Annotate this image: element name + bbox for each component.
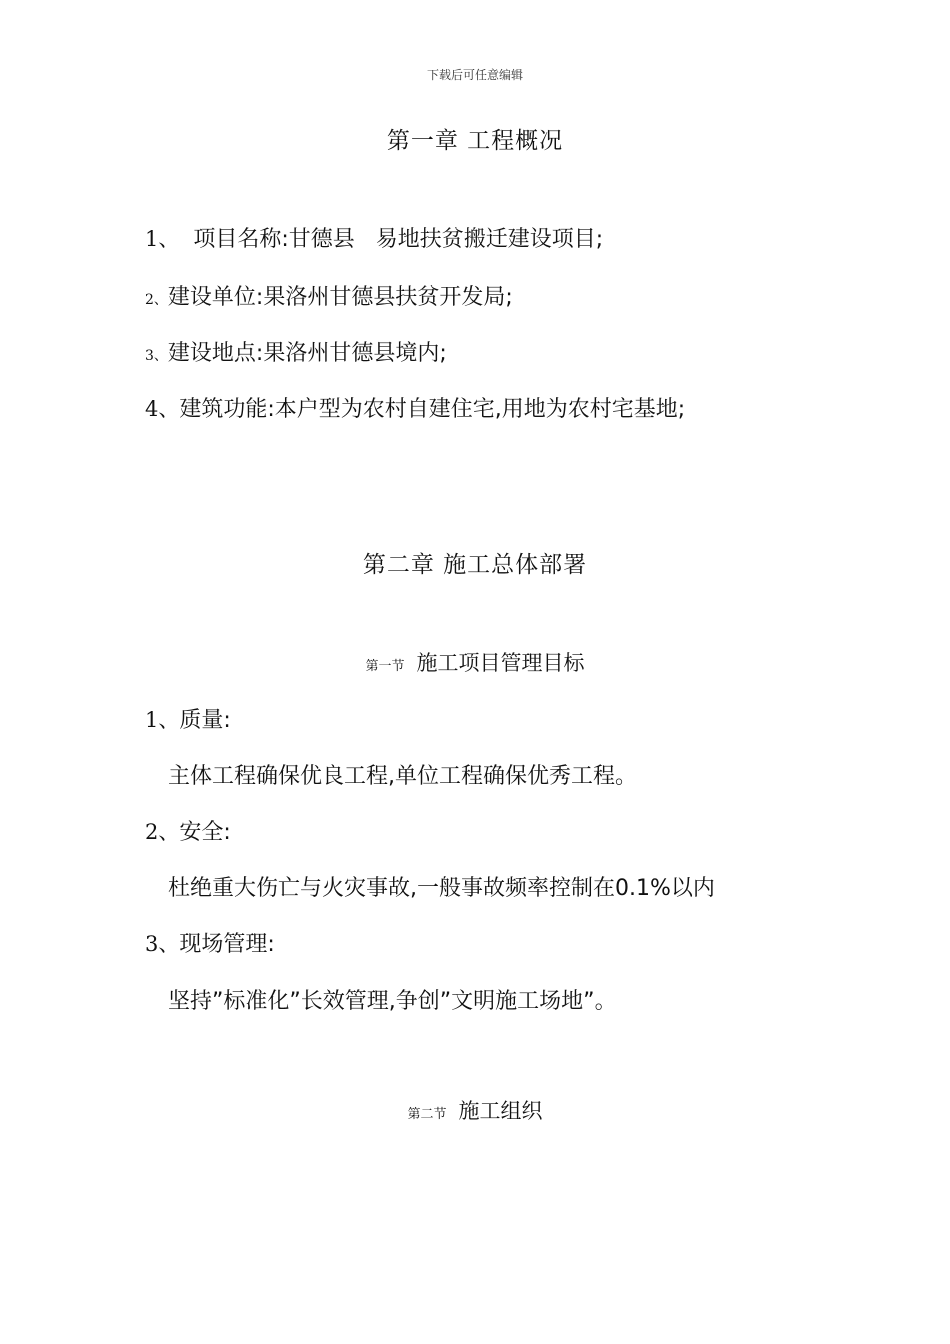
item-text: 项目名称:甘德县 易地扶贫搬迁建设项目; bbox=[179, 227, 604, 252]
safety-label-line bbox=[145, 815, 231, 846]
quality-label-line bbox=[145, 703, 231, 734]
chapter-title-2: 第二章 施工总体部署 bbox=[362, 552, 588, 578]
section-title-text: 施工组织 bbox=[458, 1099, 543, 1123]
item-label: 质量: bbox=[179, 708, 231, 733]
quality-detail-line: 主体工程确保优良工程,单位工程确保优秀工程。 bbox=[168, 764, 637, 789]
building-function-line bbox=[145, 392, 685, 423]
project-name-line bbox=[145, 222, 603, 253]
item-number: 3、 bbox=[145, 348, 168, 364]
section-title-text: 施工项目管理目标 bbox=[416, 651, 585, 675]
site-management-detail-line: 坚持”标准化”长效管理,争创”文明施工场地”。 bbox=[168, 989, 617, 1014]
section-title-1 bbox=[0, 647, 950, 677]
item-label: 现场管理: bbox=[179, 932, 275, 957]
section-title-2 bbox=[0, 1095, 950, 1125]
item-text: 建设单位:果洛州甘德县扶贫开发局; bbox=[167, 285, 513, 310]
item-text: 建筑功能:本户型为农村自建住宅,用地为农村宅基地; bbox=[179, 397, 686, 422]
item-number: 4、 bbox=[145, 397, 180, 421]
item-number: 1、 bbox=[145, 227, 180, 251]
item-text: 建设地点:果洛州甘德县境内; bbox=[167, 341, 447, 366]
construction-unit-line bbox=[145, 280, 513, 311]
safety-detail-line: 杜绝重大伤亡与火灾事故,一般事故频率控制在0.1%以内 bbox=[168, 876, 715, 901]
item-number: 2、 bbox=[145, 820, 180, 844]
item-number: 3、 bbox=[145, 932, 180, 956]
site-management-label-line bbox=[145, 927, 275, 958]
chapter-title-1: 第一章 工程概况 bbox=[386, 128, 564, 154]
item-label: 安全: bbox=[179, 820, 231, 845]
section-number: 第二节 bbox=[407, 1107, 447, 1122]
section-number: 第一节 bbox=[365, 659, 405, 674]
construction-site-line bbox=[145, 336, 447, 367]
item-number: 2、 bbox=[145, 292, 168, 308]
header-note: 下载后可任意编辑 bbox=[426, 68, 523, 82]
item-number: 1、 bbox=[145, 708, 180, 732]
